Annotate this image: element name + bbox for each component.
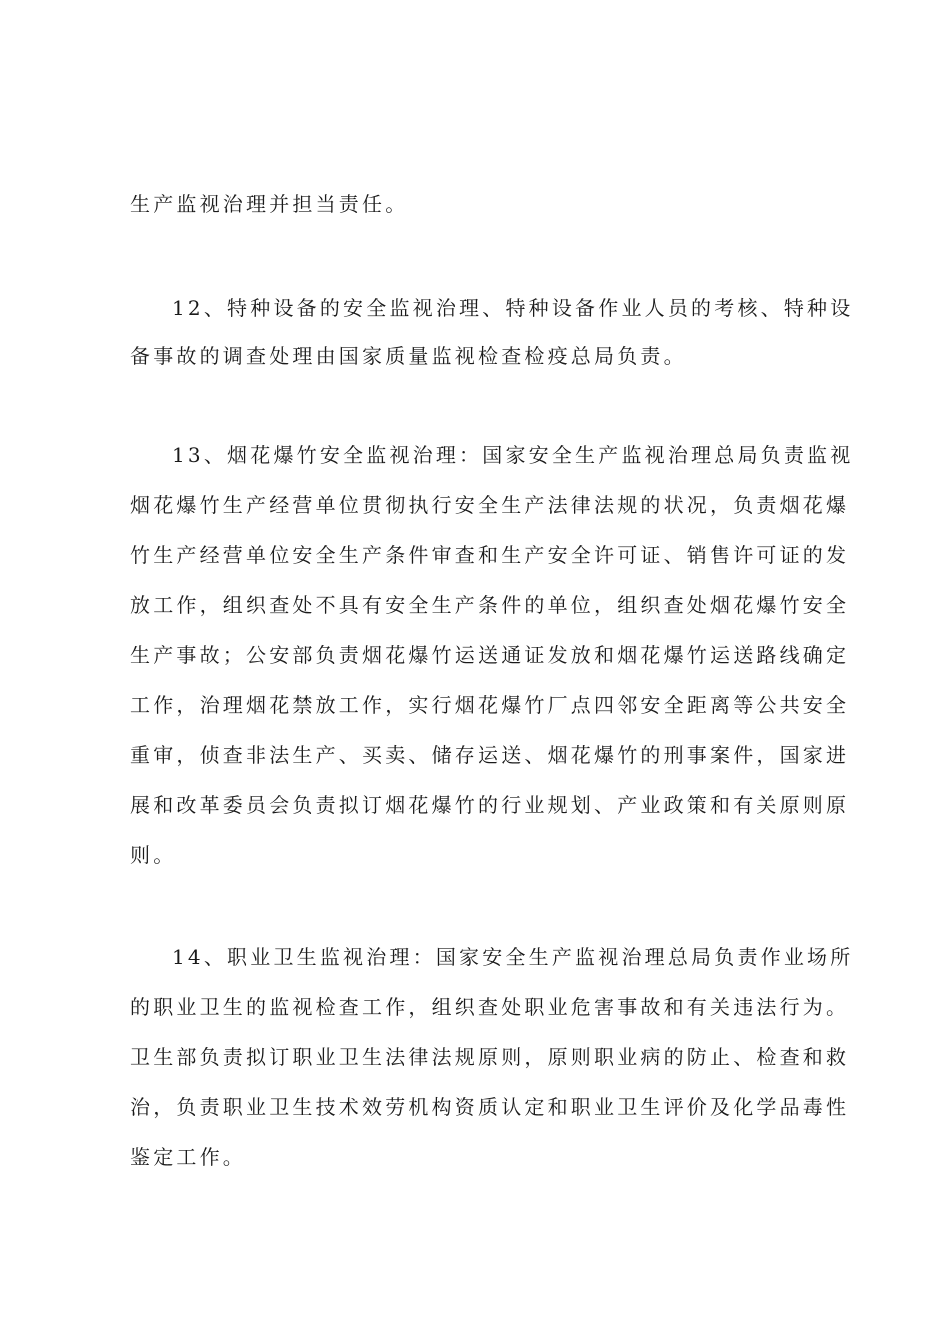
paragraph-13-line-5: 生产事故；公安部负责烟花爆竹运送通证发放和烟花爆竹运送路线确定 xyxy=(130,643,850,667)
paragraph-13-line-6: 工作，治理烟花禁放工作，实行烟花爆竹厂点四邻安全距离等公共安全 xyxy=(130,693,850,717)
paragraph-13-line-3: 竹生产经营单位安全生产条件审查和生产安全许可证、销售许可证的发 xyxy=(130,543,850,567)
paragraph-13-line-8: 展和改革委员会负责拟订烟花爆竹的行业规划、产业政策和有关原则原 xyxy=(130,793,850,817)
paragraph-12-line-2: 备事故的调查处理由国家质量监视检查检疫总局负责。 xyxy=(130,344,687,368)
paragraph-13-line-7: 重审，侦查非法生产、买卖、储存运送、烟花爆竹的刑事案件，国家进 xyxy=(130,743,850,767)
paragraph-14-line-4: 治，负责职业卫生技术效劳机构资质认定和职业卫生评价及化学品毒性 xyxy=(130,1095,850,1119)
paragraph-13-line-2: 烟花爆竹生产经营单位贯彻执行安全生产法律法规的状况，负责烟花爆 xyxy=(130,493,850,517)
paragraph-14-line-1: 14、职业卫生监视治理：国家安全生产监视治理总局负责作业场所 xyxy=(172,945,854,969)
paragraph-1-line-1: 生产监视治理并担当责任。 xyxy=(130,192,409,216)
paragraph-14-line-3: 卫生部负责拟订职业卫生法律法规原则，原则职业病的防止、检查和救 xyxy=(130,1045,850,1069)
paragraph-13-line-9: 则。 xyxy=(130,843,177,867)
paragraph-14-line-5: 鉴定工作。 xyxy=(130,1145,246,1169)
paragraph-12-line-1: 12、特种设备的安全监视治理、特种设备作业人员的考核、特种设 xyxy=(172,296,854,320)
paragraph-13-line-4: 放工作，组织查处不具有安全生产条件的单位，组织查处烟花爆竹安全 xyxy=(130,593,850,617)
paragraph-13-line-1: 13、烟花爆竹安全监视治理：国家安全生产监视治理总局负责监视 xyxy=(172,443,854,467)
paragraph-14-line-2: 的职业卫生的监视检查工作，组织查处职业危害事故和有关违法行为。 xyxy=(130,995,850,1019)
